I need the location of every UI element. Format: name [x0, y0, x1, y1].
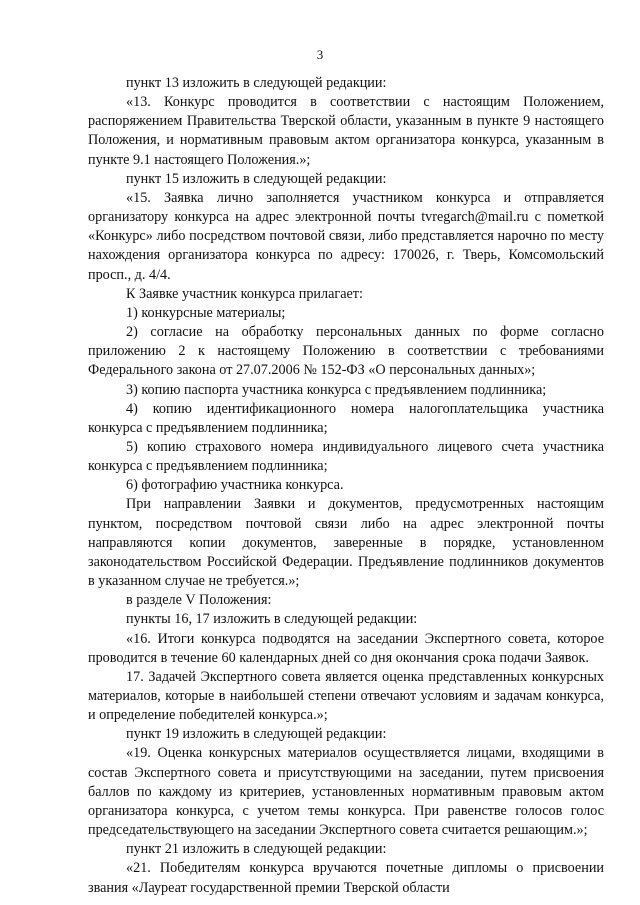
document-body [88, 74, 604, 898]
page-number: 3 [316, 47, 324, 62]
paragraph: пункт 15 изложить в следующей редакции: [126, 170, 387, 187]
paragraph: пункт 21 изложить в следующей редакции: [126, 841, 387, 858]
paragraph: «15. Заявка лично заполняется участником конкурса и отправляется организатору конкурса на адрес электронной почты tvregarch@mail.ru с пометкой «Конкурс» либо посредством почтовой связи, либо представляется нарочно по месту нахождения организатора конкурса по адресу: 170026, г. Тверь, Комсомольский просп., д. 4/4. [88, 189, 604, 283]
paragraph: При направлении Заявки и документов, предусмотренных настоящим пунктом, посредством почтовой связи либо на адрес электронной почты направляются копии документов, заверенные в порядке, установленном законодательством Российской Федерации. Предъявление подлинников документов в указанном случае не требуется.»; [88, 496, 604, 590]
list-item: 1) конкурсные материалы; [126, 304, 286, 321]
list-item: 3) копию паспорта участника конкурса с предъявлением подлинника; [126, 381, 547, 398]
list-item: 5) копию страхового номера индивидуального лицевого счета участника конкурса с предъявлением подлинника; [88, 438, 604, 475]
list-item: 2) согласие на обработку персональных данных по форме согласно приложению 2 к настоящему Положению в соответствии с требованиями Федерального закона от 27.07.2006 № 152-ФЗ «О персональных данных»; [88, 324, 604, 379]
paragraph: 17. Задачей Экспертного совета является оценка представленных конкурсных материалов, которые в наибольшей степени отвечают условиям и задачам конкурса, и определение победителей конкурса.»; [88, 668, 604, 724]
list-item: 6) фотографию участника конкурса. [126, 477, 344, 494]
list-item: 4) копию идентификационного номера налогоплательщика участника конкурса с предъявлением подлинника; [88, 400, 604, 436]
paragraph: «16. Итоги конкурса подводятся на заседании Экспертного совета, которое проводится в течение 60 календарных дней со дня окончания срока подачи Заявок. [88, 630, 604, 666]
paragraph: пункты 16, 17 изложить в следующей редакции: [126, 611, 418, 628]
paragraph: «19. Оценка конкурсных материалов осуществляется лицами, входящими в состав Экспертного совета и присутствующими на заседании, путем присвоения баллов по каждому из критериев, установленных нормативным правовым актом организатора конкурса, с учетом темы конкурса. При равенстве голосов голос председательствующего на заседании Экспертного совета считается решающим.»; [88, 745, 604, 839]
paragraph: пункт 13 изложить в следующей редакции: [126, 75, 387, 91]
paragraph: в разделе V Положения: [126, 592, 272, 609]
paragraph: пункт 19 изложить в следующей редакции: [126, 726, 387, 743]
paragraph: «13. Конкурс проводится в соответствии с настоящим Положением, распоряжением Правительства Тверской области, указанным в пункте 9 настоящего Положения, и нормативным правовым актом организатора конкурса, указанным в пункте 9.1 настоящего Положения.»; [88, 94, 604, 168]
paragraph: «21. Победителям конкурса вручаются почетные дипломы о присвоении звания «Лауреат государственной премии Тверской области [88, 860, 604, 896]
paragraph: К Заявке участник конкурса прилагает: [126, 285, 363, 302]
